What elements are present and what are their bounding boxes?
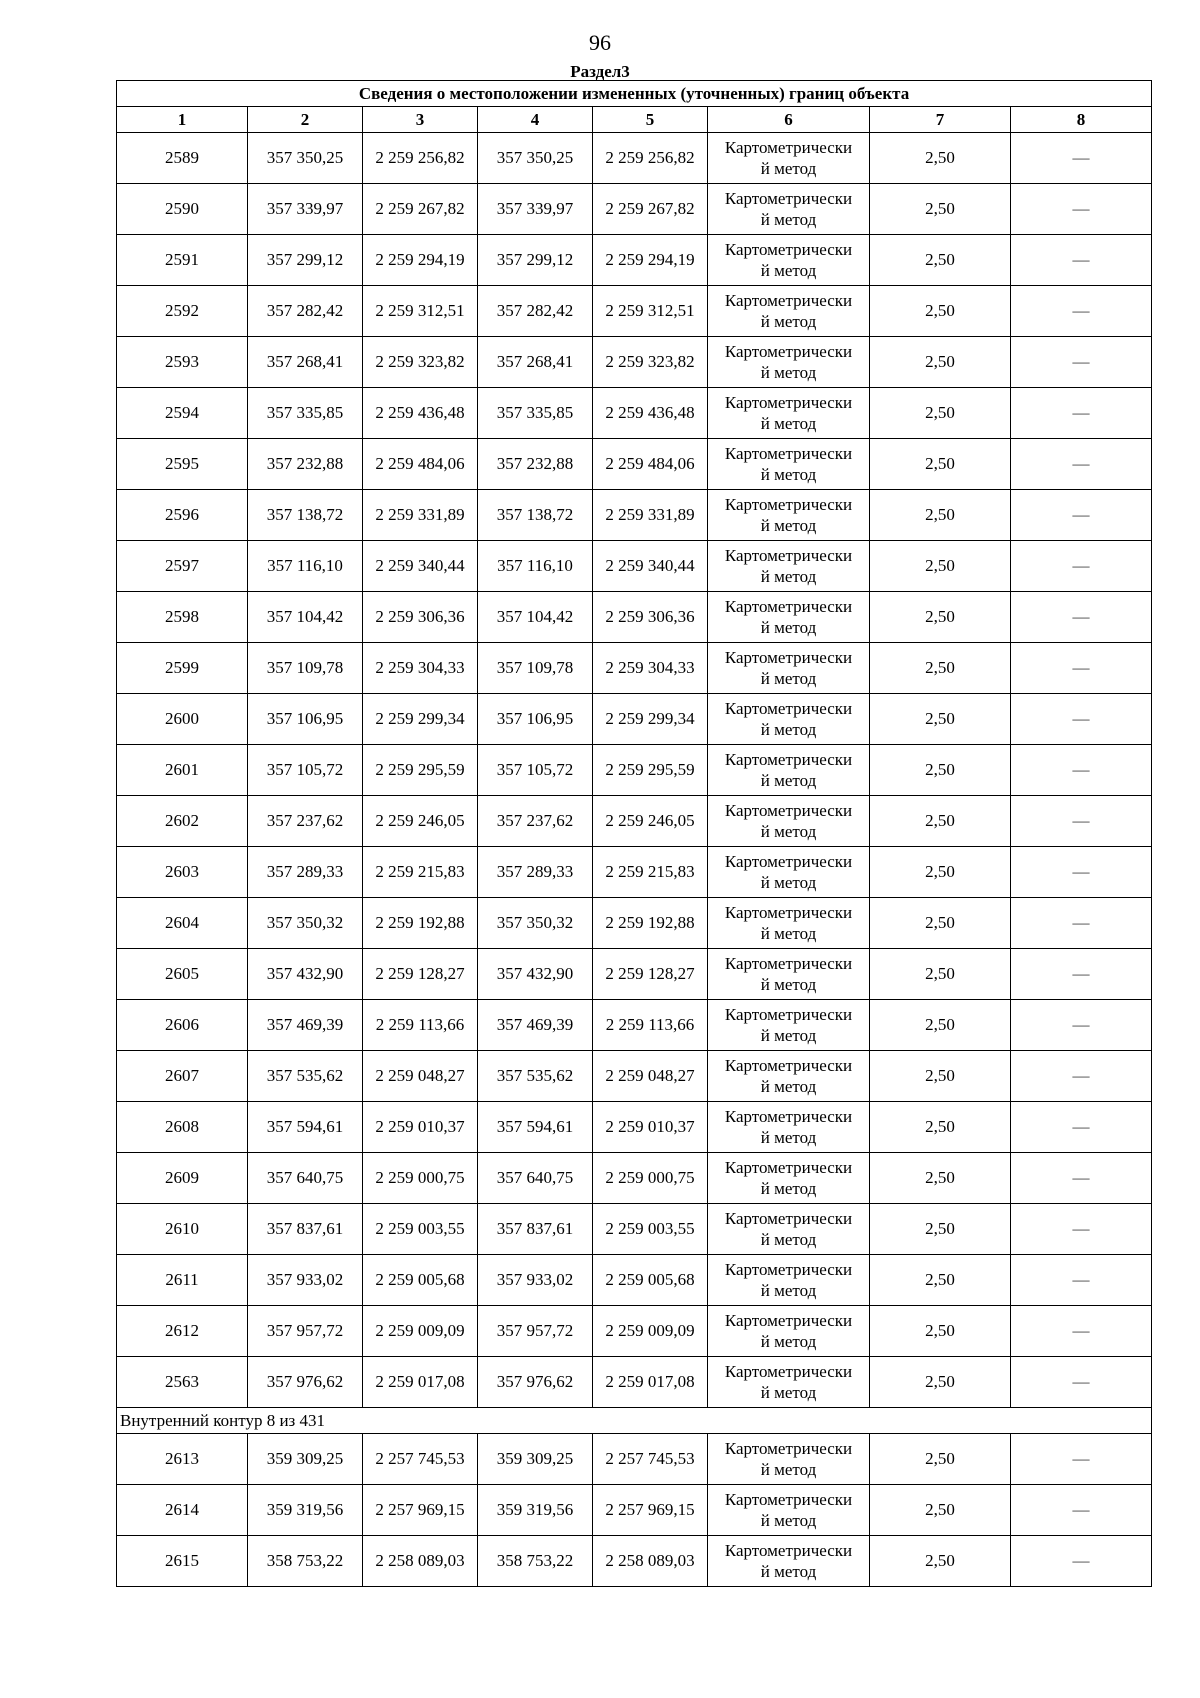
y-coordinate-cell: 2 259 267,82 [363,184,478,235]
y-coordinate-cell: 2 259 017,08 [363,1357,478,1408]
table-row [117,1204,1152,1255]
x-new-cell: 357 289,33 [478,847,593,898]
point-number-cell: 2589 [117,133,248,184]
y-coordinate-cell: 2 259 215,83 [363,847,478,898]
point-number-cell: 2596 [117,490,248,541]
point-number-cell: 2608 [117,1102,248,1153]
y-new-cell: 2 259 267,82 [593,184,708,235]
description-cell: — [1011,1102,1152,1153]
accuracy-cell: 2,50 [870,1000,1011,1051]
description-cell: — [1011,847,1152,898]
accuracy-cell: 2,50 [870,643,1011,694]
table-row [117,1102,1152,1153]
description-cell: — [1011,745,1152,796]
table-row [117,439,1152,490]
x-new-cell: 357 232,88 [478,439,593,490]
x-new-cell: 357 138,72 [478,490,593,541]
y-coordinate-cell: 2 259 484,06 [363,439,478,490]
table-body-inner-contour [117,1434,1152,1587]
x-new-cell: 357 432,90 [478,949,593,1000]
table-row [117,1357,1152,1408]
point-number-cell: 2590 [117,184,248,235]
y-new-cell: 2 259 484,06 [593,439,708,490]
y-coordinate-cell: 2 259 003,55 [363,1204,478,1255]
x-coordinate-cell: 357 469,39 [248,1000,363,1051]
point-number-cell: 2614 [117,1485,248,1536]
x-new-cell: 358 753,22 [478,1536,593,1587]
table-row [117,847,1152,898]
y-new-cell: 2 259 304,33 [593,643,708,694]
section-title: Раздел3 [570,62,630,81]
x-new-cell: 357 299,12 [478,235,593,286]
y-new-cell: 2 259 000,75 [593,1153,708,1204]
accuracy-cell: 2,50 [870,1153,1011,1204]
x-coordinate-cell: 357 232,88 [248,439,363,490]
y-coordinate-cell: 2 259 312,51 [363,286,478,337]
y-new-cell: 2 259 294,19 [593,235,708,286]
method-cell: Картометрически й метод [708,184,870,235]
point-number-cell: 2598 [117,592,248,643]
x-coordinate-cell: 357 105,72 [248,745,363,796]
point-number-cell: 2600 [117,694,248,745]
accuracy-cell: 2,50 [870,1485,1011,1536]
x-coordinate-cell: 359 319,56 [248,1485,363,1536]
point-number-cell: 2605 [117,949,248,1000]
accuracy-cell: 2,50 [870,388,1011,439]
y-new-cell: 2 259 306,36 [593,592,708,643]
description-cell: — [1011,1485,1152,1536]
table-row [117,1000,1152,1051]
point-number-cell: 2610 [117,1204,248,1255]
accuracy-cell: 2,50 [870,541,1011,592]
y-new-cell: 2 259 048,27 [593,1051,708,1102]
y-coordinate-cell: 2 259 113,66 [363,1000,478,1051]
y-new-cell: 2 259 295,59 [593,745,708,796]
x-new-cell: 357 640,75 [478,1153,593,1204]
y-coordinate-cell: 2 259 009,09 [363,1306,478,1357]
description-cell: — [1011,1051,1152,1102]
x-new-cell: 359 309,25 [478,1434,593,1485]
table-row [117,898,1152,949]
table-row [117,1153,1152,1204]
method-cell: Картометрически й метод [708,1255,870,1306]
y-new-cell: 2 259 113,66 [593,1000,708,1051]
description-cell: — [1011,286,1152,337]
table-row [117,388,1152,439]
y-coordinate-cell: 2 259 005,68 [363,1255,478,1306]
x-new-cell: 357 933,02 [478,1255,593,1306]
y-new-cell: 2 259 003,55 [593,1204,708,1255]
accuracy-cell: 2,50 [870,1102,1011,1153]
x-coordinate-cell: 357 432,90 [248,949,363,1000]
y-new-cell: 2 259 005,68 [593,1255,708,1306]
accuracy-cell: 2,50 [870,592,1011,643]
x-coordinate-cell: 357 237,62 [248,796,363,847]
y-new-cell: 2 257 969,15 [593,1485,708,1536]
x-coordinate-cell: 357 106,95 [248,694,363,745]
point-number-cell: 2595 [117,439,248,490]
description-cell: — [1011,490,1152,541]
accuracy-cell: 2,50 [870,490,1011,541]
method-cell: Картометрически й метод [708,286,870,337]
x-new-cell: 357 237,62 [478,796,593,847]
method-cell: Картометрически й метод [708,796,870,847]
y-coordinate-cell: 2 258 089,03 [363,1536,478,1587]
contour-label: Внутренний контур 8 из 431 [117,1408,1152,1434]
table-row [117,133,1152,184]
description-cell: — [1011,1153,1152,1204]
point-number-cell: 2607 [117,1051,248,1102]
description-cell: — [1011,439,1152,490]
method-cell: Картометрически й метод [708,1204,870,1255]
accuracy-cell: 2,50 [870,439,1011,490]
description-cell: — [1011,1255,1152,1306]
y-coordinate-cell: 2 259 295,59 [363,745,478,796]
table-row [117,694,1152,745]
table-row [117,1485,1152,1536]
x-new-cell: 357 976,62 [478,1357,593,1408]
method-cell: Картометрически й метод [708,1434,870,1485]
x-new-cell: 357 469,39 [478,1000,593,1051]
description-cell: — [1011,133,1152,184]
method-cell: Картометрически й метод [708,592,870,643]
accuracy-cell: 2,50 [870,1536,1011,1587]
x-new-cell: 357 339,97 [478,184,593,235]
x-coordinate-cell: 357 299,12 [248,235,363,286]
table-body-outer-contour [117,133,1152,1408]
x-coordinate-cell: 358 753,22 [248,1536,363,1587]
method-cell: Картометрически й метод [708,949,870,1000]
y-new-cell: 2 257 745,53 [593,1434,708,1485]
method-cell: Картометрически й метод [708,1536,870,1587]
y-coordinate-cell: 2 259 306,36 [363,592,478,643]
point-number-cell: 2593 [117,337,248,388]
point-number-cell: 2603 [117,847,248,898]
y-coordinate-cell: 2 259 192,88 [363,898,478,949]
accuracy-cell: 2,50 [870,745,1011,796]
x-coordinate-cell: 357 335,85 [248,388,363,439]
point-number-cell: 2611 [117,1255,248,1306]
description-cell: — [1011,184,1152,235]
description-cell: — [1011,1204,1152,1255]
point-number-cell: 2606 [117,1000,248,1051]
y-coordinate-cell: 2 259 323,82 [363,337,478,388]
x-new-cell: 357 350,25 [478,133,593,184]
point-number-cell: 2612 [117,1306,248,1357]
description-cell: — [1011,592,1152,643]
point-number-cell: 2563 [117,1357,248,1408]
accuracy-cell: 2,50 [870,235,1011,286]
method-cell: Картометрически й метод [708,898,870,949]
method-cell: Картометрически й метод [708,133,870,184]
y-coordinate-cell: 2 257 745,53 [363,1434,478,1485]
point-number-cell: 2602 [117,796,248,847]
y-coordinate-cell: 2 259 246,05 [363,796,478,847]
y-coordinate-cell: 2 259 000,75 [363,1153,478,1204]
point-number-cell: 2601 [117,745,248,796]
method-cell: Картометрически й метод [708,337,870,388]
description-cell: — [1011,1434,1152,1485]
table-row [117,796,1152,847]
y-coordinate-cell: 2 259 436,48 [363,388,478,439]
x-new-cell: 357 335,85 [478,388,593,439]
x-new-cell: 359 319,56 [478,1485,593,1536]
x-new-cell: 357 104,42 [478,592,593,643]
column-header: 8 [1011,107,1152,133]
y-coordinate-cell: 2 259 304,33 [363,643,478,694]
method-cell: Картометрически й метод [708,235,870,286]
page-number: 96 [589,30,611,55]
column-header: 4 [478,107,593,133]
point-number-cell: 2613 [117,1434,248,1485]
description-cell: — [1011,388,1152,439]
x-coordinate-cell: 357 957,72 [248,1306,363,1357]
y-new-cell: 2 259 009,09 [593,1306,708,1357]
accuracy-cell: 2,50 [870,1357,1011,1408]
table-row [117,337,1152,388]
table-row [117,1051,1152,1102]
y-new-cell: 2 259 128,27 [593,949,708,1000]
accuracy-cell: 2,50 [870,133,1011,184]
point-number-cell: 2594 [117,388,248,439]
accuracy-cell: 2,50 [870,1255,1011,1306]
x-coordinate-cell: 357 350,32 [248,898,363,949]
x-new-cell: 357 350,32 [478,898,593,949]
description-cell: — [1011,1306,1152,1357]
method-cell: Картометрически й метод [708,541,870,592]
point-number-cell: 2592 [117,286,248,337]
x-coordinate-cell: 357 282,42 [248,286,363,337]
x-new-cell: 357 535,62 [478,1051,593,1102]
method-cell: Картометрически й метод [708,1357,870,1408]
point-number-cell: 2597 [117,541,248,592]
column-header: 7 [870,107,1011,133]
x-coordinate-cell: 357 109,78 [248,643,363,694]
table-row [117,235,1152,286]
x-new-cell: 357 957,72 [478,1306,593,1357]
x-coordinate-cell: 357 933,02 [248,1255,363,1306]
table-row [117,643,1152,694]
y-new-cell: 2 259 246,05 [593,796,708,847]
y-new-cell: 2 259 340,44 [593,541,708,592]
description-cell: — [1011,898,1152,949]
description-cell: — [1011,1000,1152,1051]
x-coordinate-cell: 357 116,10 [248,541,363,592]
method-cell: Картометрически й метод [708,490,870,541]
x-coordinate-cell: 357 837,61 [248,1204,363,1255]
column-header: 2 [248,107,363,133]
method-cell: Картометрически й метод [708,1153,870,1204]
y-coordinate-cell: 2 259 299,34 [363,694,478,745]
accuracy-cell: 2,50 [870,898,1011,949]
accuracy-cell: 2,50 [870,847,1011,898]
point-number-cell: 2591 [117,235,248,286]
accuracy-cell: 2,50 [870,1204,1011,1255]
point-number-cell: 2604 [117,898,248,949]
table-row [117,1255,1152,1306]
column-header: 1 [117,107,248,133]
table-row [117,286,1152,337]
y-new-cell: 2 259 215,83 [593,847,708,898]
method-cell: Картометрически й метод [708,1485,870,1536]
method-cell: Картометрически й метод [708,694,870,745]
y-new-cell: 2 259 323,82 [593,337,708,388]
x-coordinate-cell: 357 976,62 [248,1357,363,1408]
accuracy-cell: 2,50 [870,337,1011,388]
accuracy-cell: 2,50 [870,1434,1011,1485]
x-new-cell: 357 837,61 [478,1204,593,1255]
accuracy-cell: 2,50 [870,1051,1011,1102]
method-cell: Картометрически й метод [708,1051,870,1102]
table-row [117,745,1152,796]
accuracy-cell: 2,50 [870,949,1011,1000]
x-coordinate-cell: 359 309,25 [248,1434,363,1485]
x-coordinate-cell: 357 350,25 [248,133,363,184]
y-coordinate-cell: 2 259 048,27 [363,1051,478,1102]
x-new-cell: 357 106,95 [478,694,593,745]
y-new-cell: 2 259 312,51 [593,286,708,337]
y-coordinate-cell: 2 259 010,37 [363,1102,478,1153]
accuracy-cell: 2,50 [870,1306,1011,1357]
description-cell: — [1011,1536,1152,1587]
description-cell: — [1011,235,1152,286]
x-coordinate-cell: 357 289,33 [248,847,363,898]
x-coordinate-cell: 357 268,41 [248,337,363,388]
y-coordinate-cell: 2 259 340,44 [363,541,478,592]
table-row [117,490,1152,541]
description-cell: — [1011,694,1152,745]
accuracy-cell: 2,50 [870,286,1011,337]
method-cell: Картометрически й метод [708,745,870,796]
table-row [117,592,1152,643]
description-cell: — [1011,541,1152,592]
y-coordinate-cell: 2 257 969,15 [363,1485,478,1536]
table-row [117,949,1152,1000]
x-coordinate-cell: 357 104,42 [248,592,363,643]
point-number-cell: 2615 [117,1536,248,1587]
table-body-contour-label [117,1408,1152,1434]
x-coordinate-cell: 357 138,72 [248,490,363,541]
method-cell: Картометрически й метод [708,847,870,898]
table-row [117,184,1152,235]
x-coordinate-cell: 357 535,62 [248,1051,363,1102]
y-coordinate-cell: 2 259 128,27 [363,949,478,1000]
method-cell: Картометрически й метод [708,439,870,490]
y-new-cell: 2 259 010,37 [593,1102,708,1153]
y-new-cell: 2 259 017,08 [593,1357,708,1408]
column-header: 5 [593,107,708,133]
column-header: 6 [708,107,870,133]
table-row [117,1306,1152,1357]
y-new-cell: 2 259 192,88 [593,898,708,949]
description-cell: — [1011,796,1152,847]
column-header: 3 [363,107,478,133]
description-cell: — [1011,643,1152,694]
y-coordinate-cell: 2 259 294,19 [363,235,478,286]
coordinates-table [116,80,1152,1587]
method-cell: Картометрически й метод [708,643,870,694]
description-cell: — [1011,1357,1152,1408]
method-cell: Картометрически й метод [708,1000,870,1051]
x-new-cell: 357 116,10 [478,541,593,592]
table-row [117,1536,1152,1587]
accuracy-cell: 2,50 [870,796,1011,847]
x-coordinate-cell: 357 640,75 [248,1153,363,1204]
y-new-cell: 2 258 089,03 [593,1536,708,1587]
description-cell: — [1011,337,1152,388]
accuracy-cell: 2,50 [870,184,1011,235]
x-coordinate-cell: 357 594,61 [248,1102,363,1153]
table-row [117,541,1152,592]
x-new-cell: 357 109,78 [478,643,593,694]
y-new-cell: 2 259 256,82 [593,133,708,184]
method-cell: Картометрически й метод [708,1102,870,1153]
method-cell: Картометрически й метод [708,1306,870,1357]
table-row [117,1434,1152,1485]
point-number-cell: 2599 [117,643,248,694]
method-cell: Картометрически й метод [708,388,870,439]
accuracy-cell: 2,50 [870,694,1011,745]
y-new-cell: 2 259 331,89 [593,490,708,541]
point-number-cell: 2609 [117,1153,248,1204]
x-new-cell: 357 105,72 [478,745,593,796]
y-coordinate-cell: 2 259 256,82 [363,133,478,184]
table-caption: Сведения о местоположении измененных (уточненных) границ объекта [117,81,1152,107]
description-cell: — [1011,949,1152,1000]
y-new-cell: 2 259 436,48 [593,388,708,439]
y-new-cell: 2 259 299,34 [593,694,708,745]
x-new-cell: 357 594,61 [478,1102,593,1153]
x-new-cell: 357 282,42 [478,286,593,337]
y-coordinate-cell: 2 259 331,89 [363,490,478,541]
x-coordinate-cell: 357 339,97 [248,184,363,235]
x-new-cell: 357 268,41 [478,337,593,388]
